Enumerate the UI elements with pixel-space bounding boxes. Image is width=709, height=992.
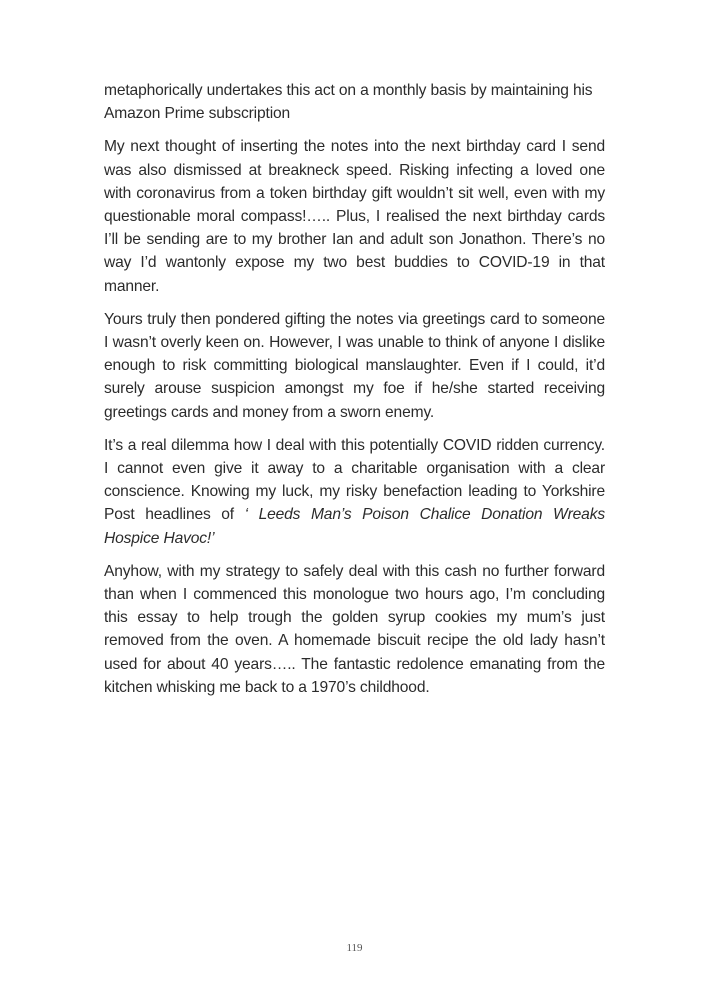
paragraph-5: Anyhow, with my strategy to safely deal with this cash no further forward than when I commenced this monologue two hours ago, I’m concluding this essay to help trough the golden syrup cookies my mum’s just removed from the oven. A homemade biscuit recipe the old lady hasn’t used for about 40 years….. The fantastic redolence emanating from the kitchen whisking me back to a 1970’s childhood. [104, 562, 605, 696]
paragraph-4-text: It’s a real dilemma how I deal with this potentially COVID ridden currency. I cannot even give it away to a charitable organisation with a clear conscience. Knowing my luck, my risky benefaction leading to Yorkshire Post headlines of [104, 436, 605, 524]
body-text [104, 79, 605, 709]
paragraph-4 [104, 434, 605, 550]
paragraph-3: Yours truly then pondered gifting the notes via greetings card to someone I wasn’t overly keen on. However, I was unable to think of anyone I dislike enough to risk committing biological manslaughter. Even if I could, it’d surely arouse suspicion amongst my foe if he/she started receiving greetings cards and money from a sworn enemy. [104, 310, 605, 421]
paragraph-4-italic-headline: ‘ Leeds Man’s Poison Chalice Donation Wreaks Hospice Havoc!’ [104, 506, 605, 547]
paragraph-2: My next thought of inserting the notes into the next birthday card I send was also dismissed at breakneck speed. Risking infecting a loved one with coronavirus from a token birthday gift wouldn’t sit well, even with my questionable moral compass!….. Plus, I realised the next birthday cards I’ll be sending are to my brother Ian and adult son Jonathon. There’s no way I’d wantonly expose my two best buddies to COVID-19 in that manner. [104, 138, 605, 295]
paragraph-1: metaphorically undertakes this act on a monthly basis by maintaining his Amazon Prime subscription [104, 82, 593, 123]
page-number: 119 [346, 942, 363, 954]
